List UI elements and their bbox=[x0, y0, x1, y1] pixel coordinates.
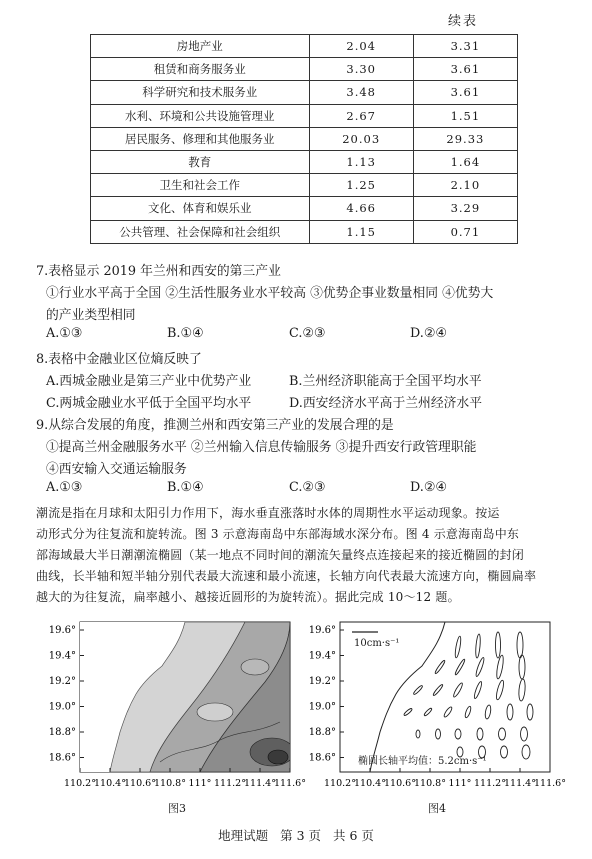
x-tick-label: 111.2° bbox=[214, 778, 246, 789]
value-cell: 4.66 bbox=[309, 197, 413, 220]
value-cell: 0.71 bbox=[413, 220, 517, 243]
x-tick-label: 111.6° bbox=[274, 778, 306, 789]
y-tick-label: 19.6° bbox=[308, 625, 336, 636]
q8-option-a: A.西城金融业是第三产业中优势产业 bbox=[46, 374, 252, 389]
y-tick-label: 19.2° bbox=[308, 676, 336, 687]
passage-line-4: 曲线，长半轴和短半轴分别代表最大流速和最小流速，长轴方向代表最大流速方向，椭圆扁率 bbox=[36, 569, 537, 583]
value-cell: 1.64 bbox=[413, 150, 517, 173]
x-tick-label: 110.6° bbox=[124, 778, 156, 789]
table-row bbox=[91, 220, 518, 243]
figure-3-contour-a bbox=[197, 703, 233, 721]
passage-line-1: 潮流是指在月球和太阳引力作用下，海水垂直涨落时水体的周期性水平运动现象。按运 bbox=[36, 506, 500, 520]
value-cell: 20.03 bbox=[309, 127, 413, 150]
y-tick-label: 18.6° bbox=[308, 752, 336, 764]
value-cell: 1.25 bbox=[309, 174, 413, 197]
figure-3-map bbox=[40, 612, 306, 802]
table-row bbox=[91, 58, 518, 81]
table-row bbox=[91, 127, 518, 150]
figure-4-scale-label: 10cm·s⁻¹ bbox=[354, 638, 400, 649]
industry-name-cell: 房地产业 bbox=[91, 35, 310, 58]
passage-line-2: 动形式分为往复流和旋转流。图 3 示意海南岛中东部海域水深分布。图 4 示意海南岛中东 bbox=[36, 527, 520, 541]
industry-name-cell: 公共管理、社会保障和社会组织 bbox=[91, 220, 310, 243]
figure-4-note: 椭圆长轴平均值：5.2cm·s⁻¹ bbox=[358, 756, 487, 767]
passage-line-5: 越大的为往复流，扁率越小、越接近圆形的为旋转流）。据此完成 10～12 题。 bbox=[36, 590, 460, 604]
figure-4-caption: 图4 bbox=[428, 802, 446, 815]
figure-3-contour-d bbox=[268, 750, 288, 764]
value-cell: 1.51 bbox=[413, 104, 517, 127]
industry-name-cell: 居民服务、修理和其他服务业 bbox=[91, 127, 310, 150]
table-continued-label: 续表 bbox=[448, 14, 479, 29]
y-tick-label: 19.0° bbox=[308, 701, 336, 713]
q9-option-d: D.②④ bbox=[410, 480, 447, 495]
q9-stem: 9.从综合发展的角度，推测兰州和西安第三产业的发展合理的是 bbox=[36, 418, 394, 433]
value-cell: 3.30 bbox=[309, 58, 413, 81]
x-tick-label: 111° bbox=[448, 778, 472, 789]
value-cell: 29.33 bbox=[413, 127, 517, 150]
y-tick-label: 19.0° bbox=[48, 701, 76, 713]
value-cell: 2.67 bbox=[309, 104, 413, 127]
table-row bbox=[91, 150, 518, 173]
x-tick-label: 110.8° bbox=[414, 778, 446, 789]
x-tick-label: 110.6° bbox=[384, 778, 416, 789]
industry-name-cell: 租赁和商务服务业 bbox=[91, 58, 310, 81]
x-tick-label: 111.4° bbox=[504, 778, 536, 789]
passage-line-3: 部海域最大半日潮潮流椭圆（某一地点不同时间的潮流矢量终点连接起来的接近椭圆的封闭 bbox=[36, 548, 525, 562]
figure-3 bbox=[40, 612, 306, 815]
value-cell: 3.29 bbox=[413, 197, 517, 220]
y-tick-label: 19.2° bbox=[48, 676, 76, 687]
industry-name-cell: 卫生和社会工作 bbox=[91, 174, 310, 197]
x-tick-label: 111.4° bbox=[244, 778, 276, 789]
figure-3-caption: 图3 bbox=[168, 802, 186, 815]
x-tick-label: 110.4° bbox=[94, 778, 126, 789]
q9-option-a: A.①③ bbox=[46, 480, 83, 495]
table-row bbox=[91, 197, 518, 220]
industry-name-cell: 文化、体育和娱乐业 bbox=[91, 197, 310, 220]
footer-page: 第 3 页 bbox=[280, 828, 321, 843]
value-cell: 1.13 bbox=[309, 150, 413, 173]
figure-3-contour-b bbox=[241, 659, 269, 675]
q7-statements-cont: 的产业类型相同 bbox=[46, 308, 136, 323]
y-tick-label: 19.6° bbox=[48, 625, 76, 636]
footer-total: 共 6 页 bbox=[332, 828, 374, 843]
x-tick-label: 111.6° bbox=[534, 778, 566, 789]
q7-stem: 7.表格显示 2019 年兰州和西安的第三产业 bbox=[36, 264, 281, 279]
x-tick-label: 110.2° bbox=[324, 778, 356, 789]
y-tick-label: 18.8° bbox=[308, 727, 336, 738]
value-cell: 3.61 bbox=[413, 81, 517, 104]
footer-subject: 地理试题 bbox=[218, 828, 269, 843]
table-row bbox=[91, 81, 518, 104]
q9-option-b: B.①④ bbox=[167, 480, 204, 495]
page-footer bbox=[0, 826, 592, 844]
q7-option-b: B.①④ bbox=[167, 326, 204, 341]
table-row bbox=[91, 35, 518, 58]
q8-option-d: D.西安经济水平高于兰州经济水平 bbox=[289, 396, 483, 411]
q9-option-c: C.②③ bbox=[289, 480, 326, 495]
figure-4-map bbox=[300, 612, 570, 802]
y-tick-label: 18.8° bbox=[48, 727, 76, 738]
q8-stem: 8.表格中金融业区位熵反映了 bbox=[36, 352, 202, 367]
y-tick-label: 18.6° bbox=[48, 752, 76, 764]
q7-statements: ①行业水平高于全国 ②生活性服务业水平较高 ③优势企事业数量相同 ④优势大 bbox=[46, 286, 494, 301]
value-cell: 3.48 bbox=[309, 81, 413, 104]
value-cell: 3.61 bbox=[413, 58, 517, 81]
table-row bbox=[91, 104, 518, 127]
x-tick-label: 110.2° bbox=[64, 778, 96, 789]
q8-option-b: B.兰州经济职能高于全国平均水平 bbox=[289, 374, 482, 389]
x-tick-label: 111° bbox=[188, 778, 212, 789]
industry-name-cell: 教育 bbox=[91, 150, 310, 173]
industry-name-cell: 水利、环境和公共设施管理业 bbox=[91, 104, 310, 127]
industry-name-cell: 科学研究和技术服务业 bbox=[91, 81, 310, 104]
x-tick-label: 110.4° bbox=[354, 778, 386, 789]
value-cell: 2.04 bbox=[309, 35, 413, 58]
x-tick-label: 111.2° bbox=[474, 778, 506, 789]
value-cell: 3.31 bbox=[413, 35, 517, 58]
industry-table bbox=[90, 34, 518, 244]
q9-statements-cont: ④西安输入交通运输服务 bbox=[46, 462, 187, 477]
q9-statements: ①提高兰州金融服务水平 ②兰州输入信息传输服务 ③提升西安行政管理职能 bbox=[46, 440, 477, 455]
y-tick-label: 19.4° bbox=[48, 650, 76, 662]
q7-option-a: A.①③ bbox=[46, 326, 83, 341]
q8-option-c: C.两城金融业水平低于全国平均水平 bbox=[46, 396, 252, 411]
x-tick-label: 110.8° bbox=[154, 778, 186, 789]
value-cell: 1.15 bbox=[309, 220, 413, 243]
table-row bbox=[91, 174, 518, 197]
q7-option-c: C.②③ bbox=[289, 326, 326, 341]
q7-option-d: D.②④ bbox=[410, 326, 447, 341]
figure-4 bbox=[300, 612, 570, 815]
y-tick-label: 19.4° bbox=[308, 650, 336, 662]
value-cell: 2.10 bbox=[413, 174, 517, 197]
